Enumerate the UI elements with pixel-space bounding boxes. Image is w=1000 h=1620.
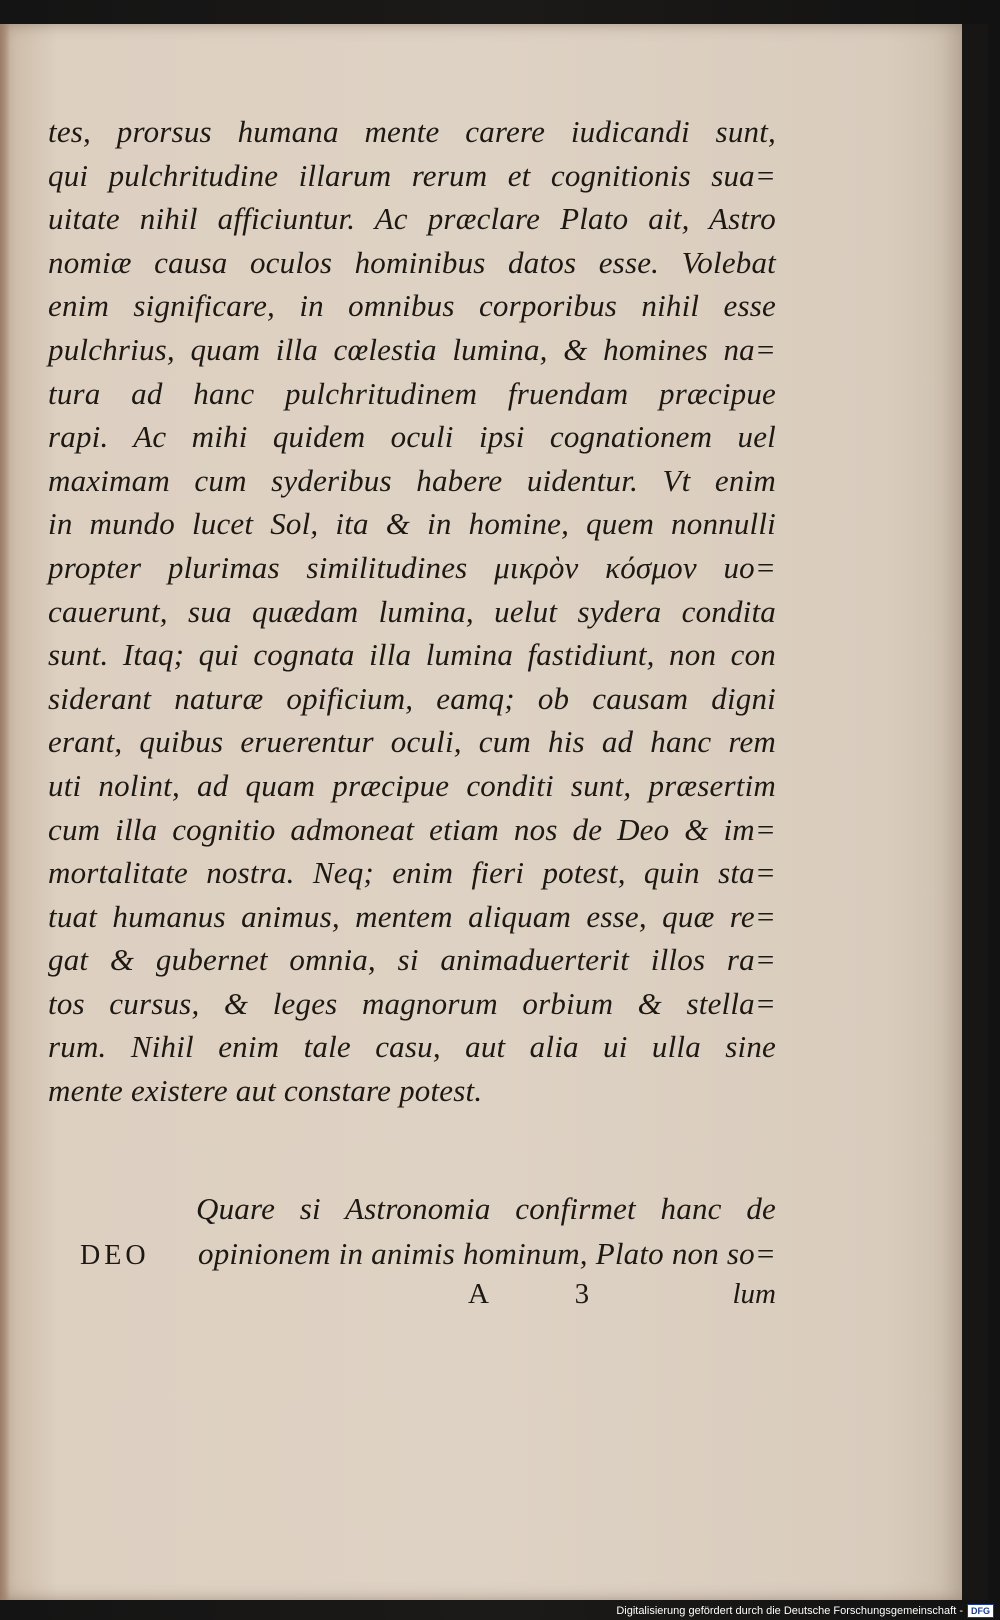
catchword: lum [732,1278,776,1310]
text-line: siderant naturæ opificium, eamq; ob causam digni [48,680,776,716]
dfg-logo: DFG [967,1604,994,1618]
text-line: uitate nihil afficiuntur. Ac præclare Plato ait, Astro [48,201,776,237]
digitization-credit [616,1604,994,1618]
text-line: enim significare, in omnibus corporibus nihil esse [48,288,776,324]
text-line: tura ad hanc pulchritudinem fruendam præcipue [48,375,776,411]
text-line: nomiæ causa oculos hominibus datos esse. Volebat [48,244,776,280]
text-line: tuat humanus animus, mentem aliquam esse, quæ re= [48,898,776,934]
text-line: cauerunt, sua quædam lumina, uelut sydera condita [48,593,776,629]
margin-note: DEO [80,1240,150,1271]
signature-mark: A 3 [468,1278,630,1310]
text-line: gat & gubernet omnia, si animaduerterit illos ra= [48,942,776,978]
book-page [0,24,963,1600]
paragraph-2-second-row [48,1231,776,1278]
text-line: cum illa cognitio admoneat etiam nos de Deo & im= [48,811,776,847]
text-line: in mundo lucet Sol, ita & in homine, quem nonnulli [48,506,776,542]
text-line: tos cursus, & leges magnorum orbium & stella= [48,985,776,1021]
text-line: erant, quibus eruerentur oculi, cum his ad hanc rem [48,724,776,760]
text-line: mortalitate nostra. Neq; enim fieri potest, quin sta= [48,855,776,891]
text-line: uti nolint, ad quam præcipue conditi sunt, præsertim [48,767,776,803]
paragraph-1 [48,110,776,1113]
page-footer-row [48,1278,776,1322]
credit-text: Digitalisierung gefördert durch die Deutsche Forschungsgemeinschaft - [616,1605,963,1617]
text-line: mente existere aut constare potest. [48,1073,483,1109]
paragraph-2 [48,1186,776,1322]
text-line: propter plurimas similitudines μικρὸν κόσμον uo= [48,549,776,585]
text-line: maximam cum syderibus habere uidentur. Vt enim [48,462,776,498]
text-line: tes, prorsus humana mente carere iudicandi sunt, [48,114,776,149]
text-line: rapi. Ac mihi quidem oculi ipsi cognationem uel [48,419,776,455]
text-line: sunt. Itaq; qui cognata illa lumina fastidiunt, non con [48,637,776,673]
text-line: rum. Nihil enim tale casu, aut alia ui ulla sine [48,1029,776,1065]
paragraph-2-first-line: Quare si Astronomia confirmet hanc de [196,1191,776,1226]
text-line: qui pulchritudine illarum rerum et cognitionis sua= [48,157,776,193]
text-line: pulchrius, quam illa cœlestia lumina, & homines na= [48,331,776,367]
paragraph-2-second-line: opinionem in animis hominum, Plato non so= [198,1236,776,1271]
